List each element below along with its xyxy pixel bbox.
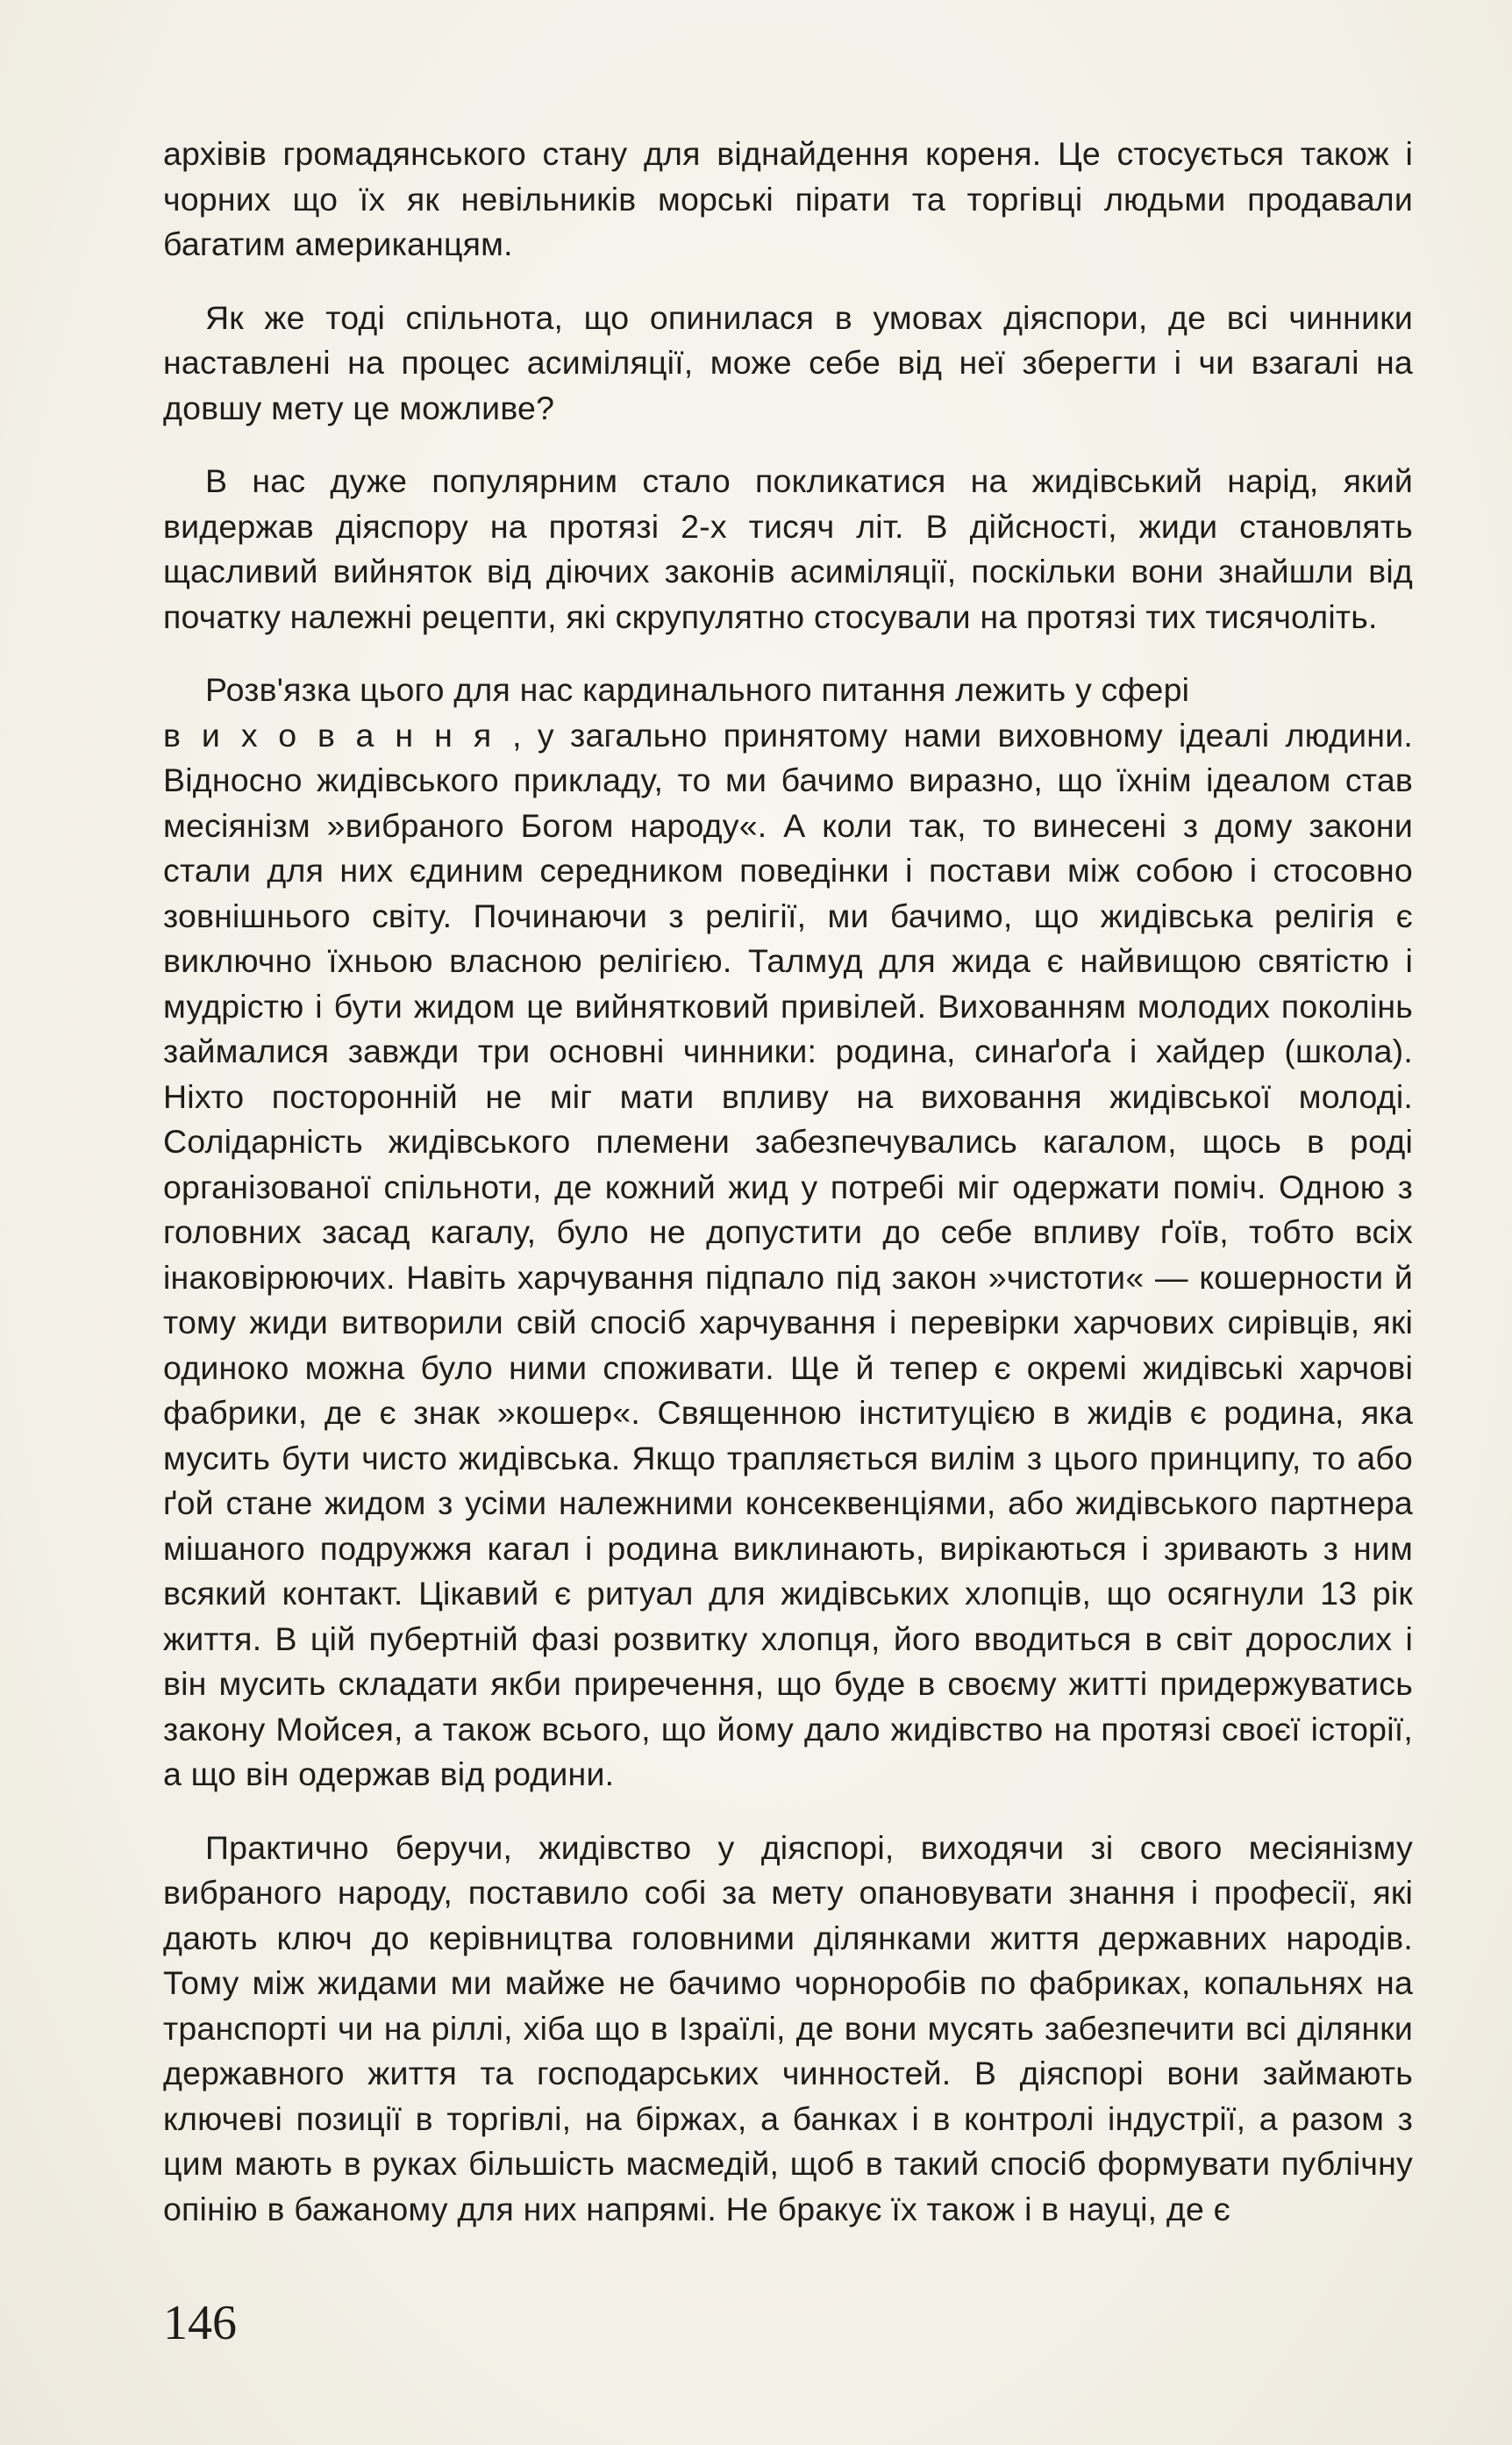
paragraph-1: архівів громадянського стану для віднайдення кореня. Це стосується також і чорних що їх як невільників морські пірати та торгівці людьми продавали багатим американцям. — [163, 135, 1413, 262]
paragraph-4 — [163, 668, 1413, 1798]
paragraph-2: Як же тоді спільнота, що опинилася в умовах діяспори, де всі чинники наставлені на процес асиміляції, може себе від неї зберегти і чи взагалі на довшу мету це можливе? — [163, 298, 1413, 426]
page-number: 146 — [163, 2296, 237, 2350]
paragraph-3: В нас дуже популярним стало покликатися на жидівський нарід, який видержав діяспору на протязі 2-х тисяч літ. В дійсності, жиди становлять щасливий вийняток від діючих законів асиміляції, поскільки вони знайшли від початку належні рецепти, які скрупулятно стосували на протязі тих тисячоліть. — [163, 462, 1413, 635]
paragraph-4-tail: , у загально принятому нами виховному ідеалі — [512, 716, 1270, 754]
spaced-word: виховання — [163, 716, 513, 754]
paragraph-5: Практично беручи, жидівство у діяспорі, виходячи зі свого месіянізму вибраного народу, поставило собі за мету опановувати знання і професії, які дають ключ до керівництва головними ділянками життя державних народів. Тому між жидами ми майже не бачимо чорноробів по фабриках, копальнях на транспорті чи на ріллі, хіба що в Ізраїлі, де вони мусять забезпечити всі ділянки державного життя та господарських чинностей. В діяспорі вони займають ключеві позиції в торгівлі, на біржах, а банках і в контролі індустрії, а разом з цим мають в руках більшість масмедій, щоб в такий спосіб формувати публічну опінію в бажаному для них напрямі. Не бракує їх також і в науці, де є — [163, 1828, 1413, 2227]
paragraph-4-body: людини. Відносно жидівського прикладу, то ми бачимо виразно, що їхнім ідеалом став месіянізм »вибраного Богом народу«. А коли так, то винесені з дому закони стали для них єдиним середником поведінки і постави між собою і стосовно зовнішнього світу. Починаючи з релігії, ми бачимо, що жидівська релігія є виключно їхньою власною релігією. Талмуд для жида є найвищою святістю і мудрістю і бути жидом це вийнятковий привілей. Вихованням молодих поколінь займалися завжди три основні чинники: родина, синаґоґа і хайдер (школа). Ніхто посторонній не міг мати впливу на виховання жидівської молоді. Солідарність жидівського племени забезпечувались кагалом, щось в роді організованої спільноти, де кожний жид у потребі міг одержати поміч. Одною з головних засад кагалу, було не допустити до себе впливу ґоїв, тобто всіх інаковірюючих. Навіть харчування підпало під закон »чистоти« — кошерности й тому жиди витворили свій спосіб харчування і перевірки харчових сирівців, які одиноко можна було ними споживати. Ще й тепер є окремі жидівські харчові фабрики, де є знак »кошер«. Священною інституцією в жидів є родина, яка мусить бути чисто жидівська. Якщо трапляється вилім з цього принципу, то або ґой стане жидом з усіми належними консеквенціями, або жидівського партнера мішаного подружжя кагал і родина виклинають, вирікаються і зривають з ним всякий контакт. Цікавий є ритуал для жидівських хлопців, що осягнули 13 рік життя. В цій пубертній фазі розвитку хлопця, його вводиться в світ дорослих і він мусить складати якби приречення, що буде в своєму житті придержуватись закону Мойсея, а також всього, що йому дало жидівство на протязі своєї історії, а що він одержав від родини. — [163, 716, 1413, 1792]
body-text — [163, 132, 1413, 2260]
paragraph-4-intro: Розв'язка цього для нас кардинального питання лежить у сфері — [205, 671, 1190, 708]
